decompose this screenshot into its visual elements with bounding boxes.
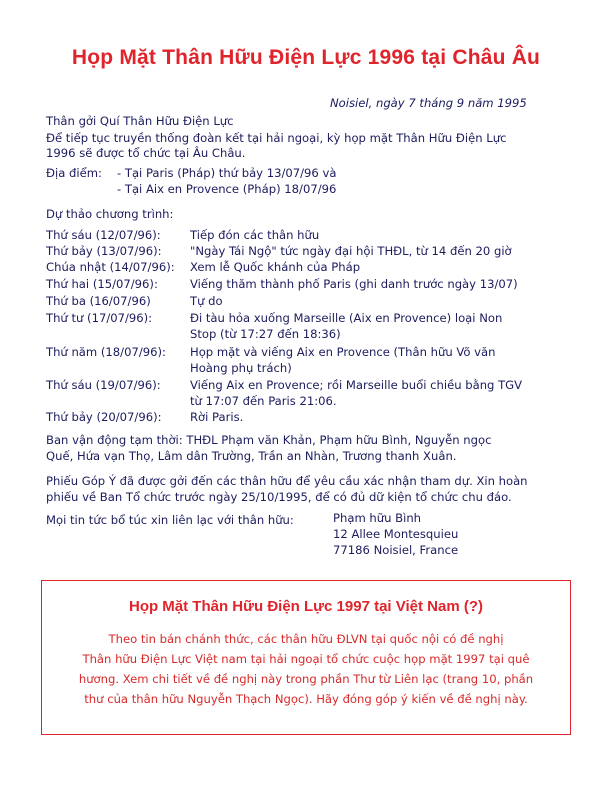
schedule-event: Stop (từ 17:27 đến 18:36)	[190, 327, 341, 341]
location-item: - Tại Paris (Pháp) thứ bảy 13/07/96 và	[117, 166, 337, 180]
schedule-day: Thứ năm (18/07/96):	[46, 345, 166, 359]
schedule-event: Tiếp đón các thân hữu	[190, 228, 320, 242]
vietnam-1997-notice-box	[41, 580, 571, 735]
schedule-day: Thứ sáu (12/07/96):	[46, 228, 161, 242]
schedule-event: Xem lễ Quốc khánh của Pháp	[190, 260, 361, 274]
form-note-line: phiếu về Ban Tổ chức trước ngày 25/10/1995, để có đủ dữ kiện tổ chức chu đáo.	[46, 490, 512, 504]
schedule-day: Thứ sáu (19/07/96):	[46, 378, 161, 392]
contact-address-line: Phạm hữu Bình	[333, 511, 422, 525]
notice-line: hương. Xem chi tiết về đề nghị này trong phần Thư từ Liên lạc (trang 10, phần	[78, 672, 534, 686]
schedule-event: Rời Paris.	[190, 410, 244, 424]
schedule-event: Viếng thăm thành phố Paris (ghi danh trước ngày 13/07)	[190, 277, 518, 291]
committee-line: Ban vận động tạm thời: THĐL Phạm văn Khản, Phạm hữu Bình, Nguyễn ngọc	[46, 433, 492, 447]
schedule-day: Thứ bảy (13/07/96):	[46, 244, 162, 258]
committee-line: Quế, Hứa vạn Thọ, Lâm dân Trường, Trần an Nhàn, Trương thanh Xuân.	[46, 449, 457, 463]
schedule-day: Thứ tư (17/07/96):	[46, 311, 153, 325]
schedule-event: Viếng Aix en Provence; rồi Marseille buổi chiều bằng TGV	[190, 378, 523, 392]
schedule-event: Họp mặt và viếng Aix en Provence (Thân hữu Võ văn	[190, 345, 496, 359]
schedule-day: Thứ bảy (20/07/96):	[46, 410, 162, 424]
notice-line: Thân hữu Điện Lực Việt nam tại hải ngoại tổ chức cuộc họp mặt 1997 tại quê	[82, 652, 530, 666]
notice-line: Theo tin bán chánh thức, các thân hữu ĐLVN tại quốc nội có đề nghị	[108, 632, 504, 646]
location-item: - Tại Aix en Provence (Pháp) 18/07/96	[117, 182, 337, 196]
schedule-event: "Ngày Tái Ngộ" tức ngày đại hội THĐL, từ 14 đến 20 giờ	[190, 244, 512, 258]
schedule-event: Tự do	[190, 294, 223, 308]
contact-address-line: 12 Allee Montesquieu	[333, 527, 459, 541]
contact-label: Mọi tin tức bổ túc xin liên lạc với thân hữu:	[46, 513, 294, 527]
notice-title: Họp Mặt Thân Hữu Điện Lực 1997 tại Việt Nam (?)	[128, 598, 483, 615]
greeting: Thân gởi Quí Thân Hữu Điện Lực	[46, 114, 234, 128]
intro-line: 1996 sẽ được tổ chức tại Âu Châu.	[46, 146, 246, 160]
intro-line: Để tiếp tục truyền thống đoàn kết tại hải ngoại, kỳ họp mặt Thân Hữu Điện Lực	[46, 131, 507, 145]
notice-line: thư của thân hữu Nguyễn Thạch Ngọc). Hãy đóng góp ý kiến về đề nghị này.	[84, 692, 528, 706]
schedule-event: từ 17:07 đến Paris 21:06.	[190, 394, 337, 408]
date-line: Noisiel, ngày 7 tháng 9 năm 1995	[330, 96, 527, 110]
location-label: Địa điểm:	[46, 166, 102, 180]
schedule-day: Thứ ba (16/07/96)	[46, 294, 151, 308]
schedule-event: Đi tàu hỏa xuống Marseille (Aix en Provence) loại Non	[190, 311, 503, 325]
schedule-day: Thứ hai (15/07/96):	[46, 277, 158, 291]
program-title: Dự thảo chương trình:	[46, 207, 174, 221]
schedule-event: Hoàng phụ trách)	[190, 361, 292, 375]
schedule-day: Chúa nhật (14/07/96):	[46, 260, 175, 274]
page-title: Họp Mặt Thân Hữu Điện Lực 1996 tại Châu Âu	[71, 46, 541, 69]
form-note-line: Phiếu Góp Ý đã được gởi đến các thân hữu để yêu cầu xác nhận tham dự. Xin hoàn	[46, 474, 528, 488]
contact-address-line: 77186 Noisiel, France	[333, 543, 459, 557]
